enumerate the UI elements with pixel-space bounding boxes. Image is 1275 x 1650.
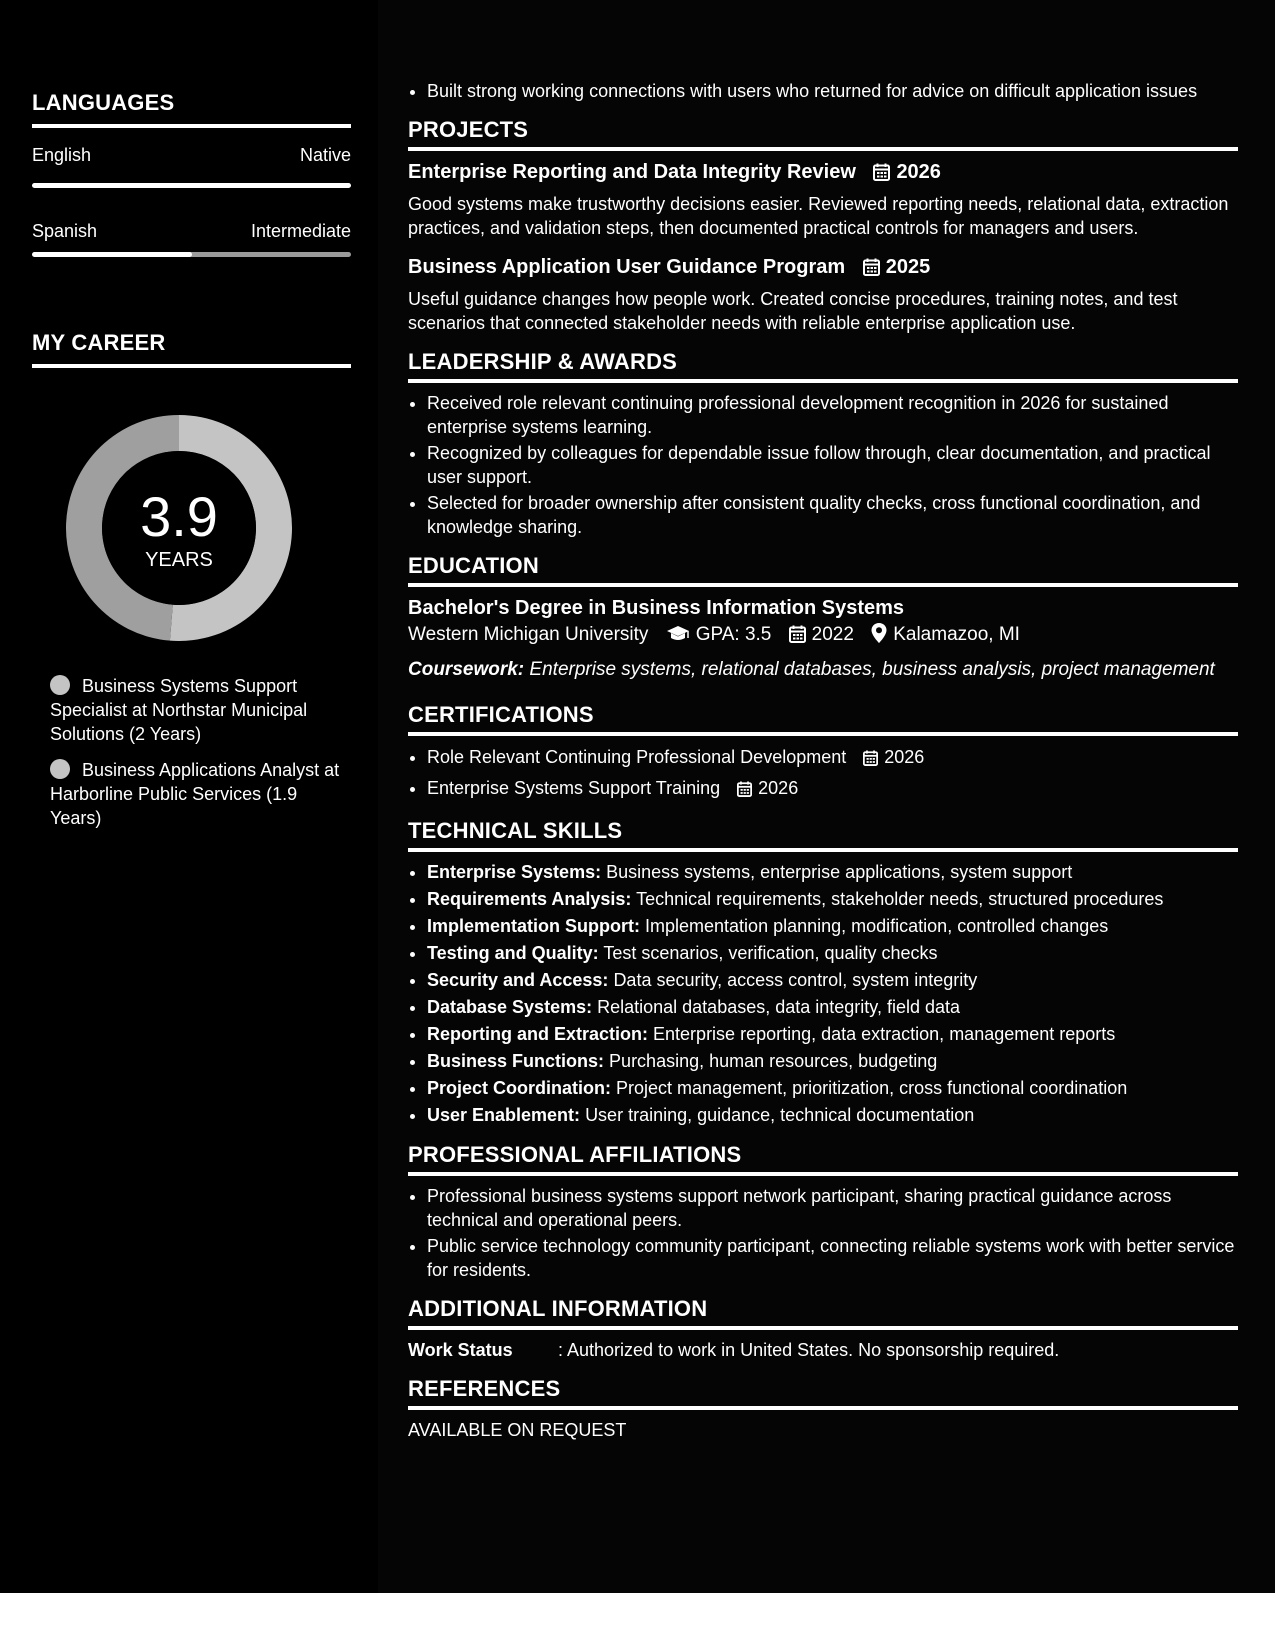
school-location: Kalamazoo, MI (893, 624, 1020, 645)
leadership-heading: LEADERSHIP & AWARDS (408, 349, 1238, 383)
education-heading: EDUCATION (408, 553, 1238, 587)
list-item: • Selected for broader ownership after consistent quality checks, cross functional coordination, and knowledge sharing. (427, 491, 1238, 539)
skill-value: Data security, access control, system integrity (613, 970, 978, 990)
bullet-dot-icon (50, 759, 70, 779)
skill-label: Testing and Quality: (427, 943, 599, 963)
calendar-icon (873, 162, 890, 188)
skill-value: Business systems, enterprise applications, system support (606, 862, 1073, 882)
references-text: AVAILABLE ON REQUEST (408, 1420, 627, 1440)
coursework (408, 658, 1238, 682)
school-name: Western Michigan University (408, 624, 649, 645)
main-content (408, 79, 1238, 1442)
skill-label: Security and Access: (427, 970, 609, 990)
additional-info-heading: ADDITIONAL INFORMATION (408, 1296, 1238, 1330)
skill-label: Project Coordination: (427, 1078, 611, 1098)
list-item: • Public service technology community participant, connecting reliable systems work with better service for residents. (427, 1234, 1238, 1282)
certification-year: 2026 (758, 778, 799, 798)
skill-label: Business Functions: (427, 1051, 605, 1071)
career-item-text: Business Applications Analyst at Harborline Public Services (1.9 Years) (50, 760, 340, 828)
skill-value: Implementation planning, modification, controlled changes (645, 916, 1109, 936)
list-item (427, 968, 1238, 993)
list-item (427, 995, 1238, 1020)
calendar-icon (789, 624, 806, 652)
experience-bullets (408, 79, 1238, 103)
project-description: Good systems make trustworthy decisions easier. Reviewed reporting needs, relational data, extraction practices, and validation steps, then documented practical controls for managers and users. (408, 194, 1229, 238)
career-heading: MY CAREER (32, 330, 351, 368)
graduation-cap-icon (666, 624, 690, 652)
language-proficiency-fill (32, 252, 192, 257)
graduation-year: 2022 (811, 624, 854, 645)
project-year: 2025 (885, 256, 931, 278)
skill-value: Technical requirements, stakeholder needs, structured procedures (636, 889, 1164, 909)
language-proficiency-bar (32, 183, 351, 188)
list-item (427, 1076, 1238, 1101)
project-title-row (408, 159, 1238, 188)
calendar-icon (863, 747, 878, 773)
project-year: 2026 (896, 161, 941, 183)
skill-label: Implementation Support: (427, 916, 640, 936)
list-item: • Received role relevant continuing professional development recognition in 2026 for sustained enterprise systems learning. (427, 391, 1238, 439)
career-item (50, 758, 340, 830)
degree-title: Bachelor's Degree in Business Information Systems (408, 597, 905, 619)
list-item (427, 1103, 1238, 1128)
list-item (427, 914, 1238, 939)
language-name: English (32, 145, 92, 165)
career-unit: YEARS (145, 549, 213, 571)
project-title: Business Application User Guidance Program (408, 256, 846, 278)
skills-list (408, 860, 1238, 1128)
list-item: • Recognized by colleagues for dependable issue follow through, clear documentation, and practical user support. (427, 441, 1238, 489)
skill-label: Database Systems: (427, 997, 593, 1017)
project-description: Useful guidance changes how people work. Created concise procedures, training notes, and test scenarios that connected stakeholder needs with reliable enterprise application use. (408, 289, 1178, 333)
language-row-english (32, 145, 351, 166)
project-item (408, 159, 1238, 240)
education-details (408, 621, 1238, 652)
project-title: Enterprise Reporting and Data Integrity Review (408, 161, 856, 183)
certifications-list (408, 744, 1238, 804)
list-item (427, 860, 1238, 885)
career-donut (66, 415, 292, 641)
coursework-label: Coursework: (408, 659, 525, 680)
list-item: • Professional business systems support network participant, sharing practical guidance across technical and operational peers. (427, 1184, 1238, 1232)
certifications-heading: CERTIFICATIONS (408, 702, 1238, 736)
affiliations-list (408, 1184, 1238, 1282)
skill-value: Project management, prioritization, cross functional coordination (616, 1078, 1128, 1098)
work-status-value: : Authorized to work in United States. No sponsorship required. (558, 1340, 1060, 1360)
calendar-icon (737, 778, 752, 804)
language-proficiency-bar (32, 252, 351, 257)
list-item (427, 941, 1238, 966)
list-item: • Built strong working connections with users who returned for advice on difficult application issues (427, 79, 1238, 103)
affiliations-heading: PROFESSIONAL AFFILIATIONS (408, 1142, 1238, 1176)
career-list (50, 674, 340, 842)
list-item (427, 1049, 1238, 1074)
skill-label: Requirements Analysis: (427, 889, 632, 909)
projects-heading: PROJECTS (408, 117, 1238, 151)
career-item (50, 674, 340, 746)
work-status-label: Work Status (408, 1340, 513, 1360)
coursework-text: Enterprise systems, relational databases, business analysis, project management (529, 659, 1215, 680)
language-proficiency-fill (32, 183, 351, 188)
list-item (427, 744, 1238, 773)
skill-value: User training, guidance, technical documentation (585, 1105, 975, 1125)
sidebar (0, 0, 378, 1593)
career-item-text: Business Systems Support Specialist at Northstar Municipal Solutions (2 Years) (50, 676, 308, 744)
skill-label: User Enablement: (427, 1105, 581, 1125)
project-item (408, 254, 1238, 335)
project-title-row (408, 254, 1238, 283)
certification-year: 2026 (884, 747, 925, 767)
skill-label: Reporting and Extraction: (427, 1024, 649, 1044)
work-status-row (408, 1338, 1238, 1362)
main-column (378, 0, 1275, 1593)
certification-name: Role Relevant Continuing Professional Development (427, 747, 847, 767)
certification-name: Enterprise Systems Support Training (427, 778, 721, 798)
language-level: Intermediate (250, 221, 351, 241)
skill-value: Relational databases, data integrity, field data (597, 997, 961, 1017)
list-item (427, 775, 1238, 804)
language-row-spanish (32, 221, 351, 242)
calendar-icon (863, 257, 880, 283)
skill-value: Enterprise reporting, data extraction, management reports (653, 1024, 1116, 1044)
languages-heading: LANGUAGES (32, 90, 351, 128)
bullet-dot-icon (50, 675, 70, 695)
gpa: GPA: 3.5 (695, 624, 772, 645)
leadership-list (408, 391, 1238, 539)
language-name: Spanish (32, 221, 98, 241)
list-item (427, 1022, 1238, 1047)
language-level: Native (299, 145, 351, 165)
map-pin-icon (871, 623, 887, 652)
references-heading: REFERENCES (408, 1376, 1238, 1410)
skills-heading: TECHNICAL SKILLS (408, 818, 1238, 852)
career-total: 3.9 (140, 485, 218, 548)
skill-label: Enterprise Systems: (427, 862, 602, 882)
skill-value: Purchasing, human resources, budgeting (609, 1051, 938, 1071)
skill-value: Test scenarios, verification, quality checks (603, 943, 938, 963)
list-item (427, 887, 1238, 912)
